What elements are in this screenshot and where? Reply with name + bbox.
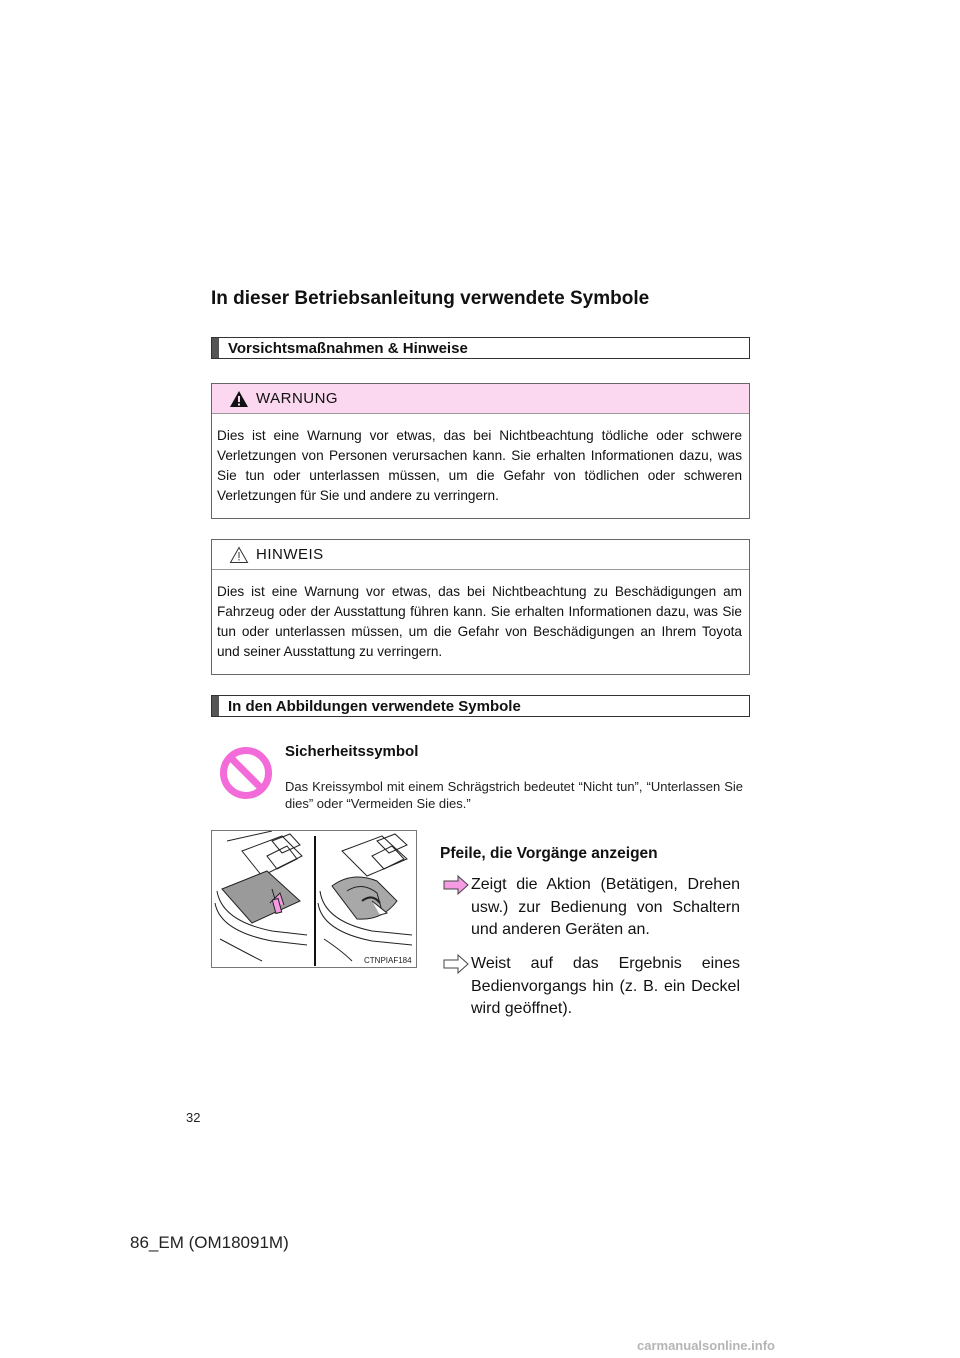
prohibition-icon	[219, 746, 273, 800]
section-tab	[212, 696, 219, 716]
safety-symbol-text: Das Kreissymbol mit einem Schrägstrich bedeutet “Nicht tun”, “Unterlassen Sie dies” oder “Vermeiden Sie dies.”	[285, 779, 743, 811]
page-title: In dieser Betriebsanleitung verwendete Symbole	[211, 288, 650, 309]
result-arrow-text: Weist auf das Ergebnis eines Bedienvorgangs hin (z. B. ein Deckel wird geöffnet).	[471, 955, 740, 1017]
watermark: carmanualsonline.info	[637, 1338, 775, 1353]
notice-box	[211, 539, 750, 675]
section-title: Vorsichtsmaßnahmen & Hinweise	[228, 340, 468, 357]
safety-symbol-title: Sicherheitssymbol	[285, 743, 419, 760]
arrows-title: Pfeile, die Vorgänge anzeigen	[440, 845, 658, 862]
warning-text: Dies ist eine Warnung vor etwas, das bei Nichtbeachtung tödliche oder schwere Verletzungen von Personen verursachen kann. Sie erhalten Informationen dazu, was Sie tun oder unterlassen müssen, um die Gefahr von tödlichen oder schweren Verletzungen für Sie und andere zu verringern.	[217, 428, 742, 503]
notice-header	[212, 540, 749, 570]
document-id: 86_EM (OM18091M)	[130, 1233, 289, 1252]
action-arrow-icon	[443, 875, 469, 895]
warning-label: WARNUNG	[256, 390, 339, 407]
warning-header	[212, 384, 749, 414]
section-tab	[212, 338, 219, 358]
action-arrow-text: Zeigt die Aktion (Betätigen, Drehen usw.) zur Bedienung von Schaltern und anderen Geräten an.	[471, 876, 740, 938]
warning-triangle-icon	[229, 390, 249, 408]
section-title: In den Abbildungen verwendete Symbole	[228, 698, 521, 715]
notice-label: HINWEIS	[256, 546, 324, 563]
result-arrow-icon	[443, 954, 469, 974]
overhead-console-illustration	[212, 831, 417, 968]
section-header-precautions	[211, 337, 750, 359]
section-header-symbols	[211, 695, 750, 717]
page-number: 32	[186, 1110, 201, 1125]
warning-box	[211, 383, 750, 519]
caution-triangle-icon	[229, 546, 249, 564]
notice-text: Dies ist eine Warnung vor etwas, das bei Nichtbeachtung zu Beschädigungen am Fahrzeug oder der Ausstattung führen kann. Sie erhalten Informationen dazu, was Sie tun oder unterlassen müssen, um die Gefahr von Beschädigungen an Ihrem Toyota und seiner Ausstattung zu verringern.	[217, 584, 742, 659]
illustration-caption: CTNPIAF184	[364, 956, 412, 965]
illustration	[211, 830, 417, 968]
